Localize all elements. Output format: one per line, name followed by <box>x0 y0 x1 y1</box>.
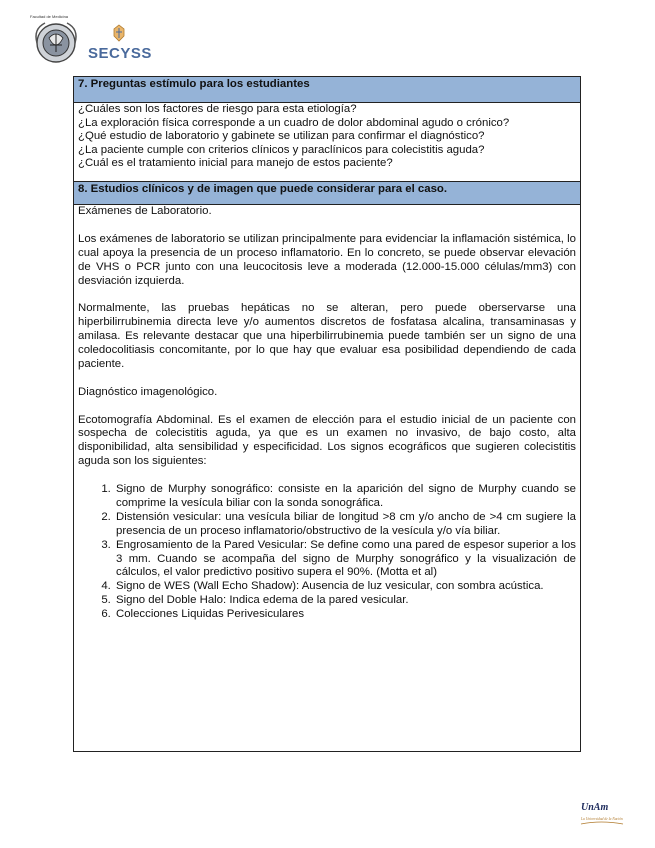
faculty-caption: Facultad de Medicina <box>30 14 69 19</box>
question-item: ¿La exploración física corresponde a un cuadro de dolor abdominal agudo o crónico? <box>78 116 510 129</box>
question-item: ¿Qué estudio de laboratorio y gabinete se utilizan para confirmar el diagnóstico? <box>78 130 485 143</box>
secyss-logo <box>88 24 150 64</box>
list-item: 2. Distensión vesicular: una vesícula biliar de longitud >8 cm y/o ancho de >4 cm sugiere la presencia de un proceso inflamatorio/obstructivo de la vesícula y/o vía biliar. <box>114 511 576 539</box>
imaging-heading: Diagnóstico imagenológico. <box>78 385 218 398</box>
list-item: 5. Signo del Doble Halo: Indica edema de la pared vesicular. <box>114 594 576 608</box>
lab-paragraph-1: Los exámenes de laboratorio se utilizan principalmente para evidenciar la inflamación sistémica, lo cual apoya la presencia de un proceso inflamatorio. En lo concreto, se puede observar elevación de VHS o PCR junto con una leucocitosis leve a moderada (12.000-15.000 células/mm3) con desviación izquierda. <box>78 232 576 287</box>
footer-university-logo <box>578 798 626 830</box>
ultrasound-signs-list <box>78 483 576 622</box>
lab-paragraph-2: Normalmente, las pruebas hepáticas no se alteran, pero puede oberservarse una hiperbilirrubinemia directa leve y/o aumentos discretos de fosfatasa alcalina, transaminasas y amilasa. Es relevante destacar que una hiperbilirrubinemia puede también ser un signo de una coledocolitiasis concomitante, por lo que hay que evaluar esa posibilidad dependiendo de cada paciente. <box>78 302 576 370</box>
faculty-crest-icon <box>28 14 86 64</box>
list-item: 1. Signo de Murphy sonográfico: consiste en la aparición del signo de Murphy cuando se comprime la vesícula biliar con la sonda sonográfica. <box>114 483 576 511</box>
secyss-logo-text: SECYSS <box>88 45 152 62</box>
section-7-header: 7. Preguntas estímulo para los estudiantes <box>74 77 581 103</box>
footer-logo-tagline: La Universidad de la Nación <box>581 817 623 821</box>
case-document-table <box>73 76 581 752</box>
section-8-body <box>74 205 581 752</box>
section-8-header: 8. Estudios clínicos y de imagen que puede considerar para el caso. <box>74 182 581 205</box>
imaging-paragraph: Ecotomografía Abdominal. Es el examen de elección para el estudio inicial de un paciente con sospecha de colecistitis aguda, ya que es un examen no invasivo, de bajo costo, alta disponibilidad, alta sensibilidad y especificidad. Los signos ecográficos que sugieren colecistitis aguda son los siguientes: <box>78 413 576 468</box>
question-item: ¿Cuál es el tratamiento inicial para manejo de estos paciente? <box>78 157 393 170</box>
list-item: 6. Colecciones Liquidas Perivesiculares <box>114 608 576 622</box>
list-item: 3. Engrosamiento de la Pared Vesicular: Se define como una pared de espesor superior a los 3 mm. Cuando se acompaña del signo de Murphy sonográfico y la visualización de cálculos, el valor predictivo positivo supera el 90%. (Motta et al) <box>114 539 576 581</box>
footer-logo-text: UnAm <box>581 802 609 813</box>
section-7-questions <box>74 103 581 182</box>
lab-heading: Exámenes de Laboratorio. <box>78 205 212 217</box>
question-item: ¿Cuáles son los factores de riesgo para esta etiología? <box>78 103 357 115</box>
secyss-emblem-icon <box>112 24 126 42</box>
question-item: ¿La paciente cumple con criterios clínicos y paraclínicos para colecistitis aguda? <box>78 143 485 156</box>
list-item: 4. Signo de WES (Wall Echo Shadow): Ausencia de luz vesicular, con sombra acústica. <box>114 580 576 594</box>
